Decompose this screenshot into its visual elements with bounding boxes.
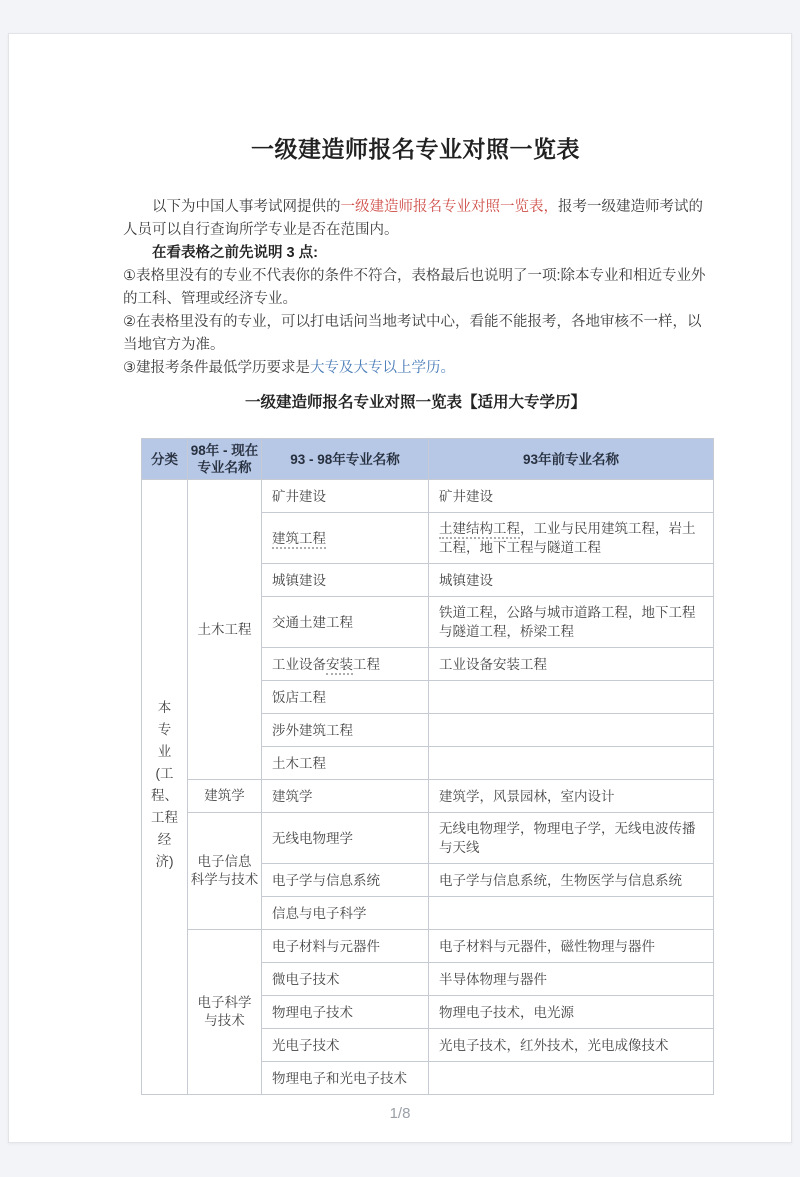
group-name-cell: 土木工程 [188, 480, 262, 780]
major-cell-pre-93: 土建结构工程，工业与民用建筑工程，岩土工程，地下工程与隧道工程 [429, 513, 714, 564]
table-row [142, 813, 714, 864]
majors-table [141, 438, 714, 1095]
group-name-cell: 电子信息 科学与技术 [188, 813, 262, 930]
table-header-row [142, 439, 714, 480]
major-cell-93-98: 交通土建工程 [262, 597, 429, 648]
major-cell-pre-93: 无线电物理学，物理电子学，无线电波传播与天线 [429, 813, 714, 864]
table-caption: 一级建造师报名专业对照一览表【适用大专学历】 [244, 394, 586, 411]
category-cell: 本 专 业 (工 程、 工程 经 济) [142, 480, 188, 1095]
note-item-2: ②在表格里没有的专业，可以打电话问当地考试中心，看能不能报考，各地审核不一样，以当地官方为准。 [123, 314, 702, 353]
major-cell-93-98: 信息与电子科学 [262, 897, 429, 930]
major-cell-pre-93: 光电子技术，红外技术，光电成像技术 [429, 1029, 714, 1062]
major-cell-93-98: 工业设备安装工程 [262, 648, 429, 681]
page-indicator: 1/8 [389, 1105, 411, 1122]
major-cell-93-98: 微电子技术 [262, 963, 429, 996]
major-cell-93-98: 矿井建设 [262, 480, 429, 513]
major-cell-93-98: 电子学与信息系统 [262, 864, 429, 897]
major-cell-pre-93: 半导体物理与器件 [429, 963, 714, 996]
intro-text-suffix: 报考一级建造师考试的人员可以自行查询所学专业是否在范围内。 [123, 199, 703, 238]
major-cell-pre-93: 铁道工程，公路与城市道路工程，地下工程与隧道工程，桥梁工程 [429, 597, 714, 648]
major-cell-93-98: 建筑学 [262, 780, 429, 813]
major-cell-pre-93: 电子学与信息系统，生物医学与信息系统 [429, 864, 714, 897]
major-cell-pre-93 [429, 1062, 714, 1095]
note3-text: ③建报考条件最低学历要求是 [123, 360, 310, 376]
major-cell-pre-93 [429, 897, 714, 930]
major-cell-93-98: 物理电子技术 [262, 996, 429, 1029]
table-row [142, 480, 714, 513]
table-row [142, 930, 714, 963]
notes-heading: 在看表格之前先说明 3 点: [152, 245, 318, 261]
major-cell-pre-93 [429, 747, 714, 780]
majors-table-head [142, 439, 714, 480]
major-cell-pre-93: 电子材料与元器件，磁性物理与器件 [429, 930, 714, 963]
note-item-3 [123, 357, 708, 380]
major-cell-pre-93: 城镇建设 [429, 564, 714, 597]
intro-paragraph [123, 196, 708, 242]
major-cell-93-98: 无线电物理学 [262, 813, 429, 864]
majors-table-body [142, 480, 714, 1095]
column-header-0: 分类 [142, 439, 188, 480]
column-header-2: 93 - 98年专业名称 [262, 439, 429, 480]
major-cell-93-98: 电子材料与元器件 [262, 930, 429, 963]
major-cell-93-98: 土木工程 [262, 747, 429, 780]
major-cell-93-98: 城镇建设 [262, 564, 429, 597]
major-cell-pre-93 [429, 681, 714, 714]
major-cell-93-98: 建筑工程 [262, 513, 429, 564]
page-content [9, 34, 708, 1095]
intro-highlight-red: 一级建造师报名专业对照一览表， [340, 199, 558, 215]
note-item-1: ①表格里没有的专业不代表你的条件不符合，表格最后也说明了一项:除本专业和相近专业外的工科、管理或经济专业。 [123, 268, 706, 307]
major-cell-93-98: 物理电子和光电子技术 [262, 1062, 429, 1095]
major-cell-93-98: 饭店工程 [262, 681, 429, 714]
doc-title: 一级建造师报名专业对照一览表 [251, 136, 580, 162]
document-page [8, 33, 792, 1143]
major-cell-93-98: 光电子技术 [262, 1029, 429, 1062]
table-row [142, 780, 714, 813]
major-cell-pre-93: 物理电子技术，电光源 [429, 996, 714, 1029]
group-name-cell: 建筑学 [188, 780, 262, 813]
major-cell-pre-93 [429, 714, 714, 747]
group-name-cell: 电子科学 与技术 [188, 930, 262, 1095]
column-header-3: 93年前专业名称 [429, 439, 714, 480]
major-cell-pre-93: 矿井建设 [429, 480, 714, 513]
column-header-1: 98年 - 现在 专业名称 [188, 439, 262, 480]
intro-text: 以下为中国人事考试网提供的 [152, 199, 341, 215]
major-cell-pre-93: 工业设备安装工程 [429, 648, 714, 681]
major-cell-pre-93: 建筑学，风景园林，室内设计 [429, 780, 714, 813]
note3-highlight-blue: 大专及大专以上学历。 [310, 360, 455, 376]
major-cell-93-98: 涉外建筑工程 [262, 714, 429, 747]
